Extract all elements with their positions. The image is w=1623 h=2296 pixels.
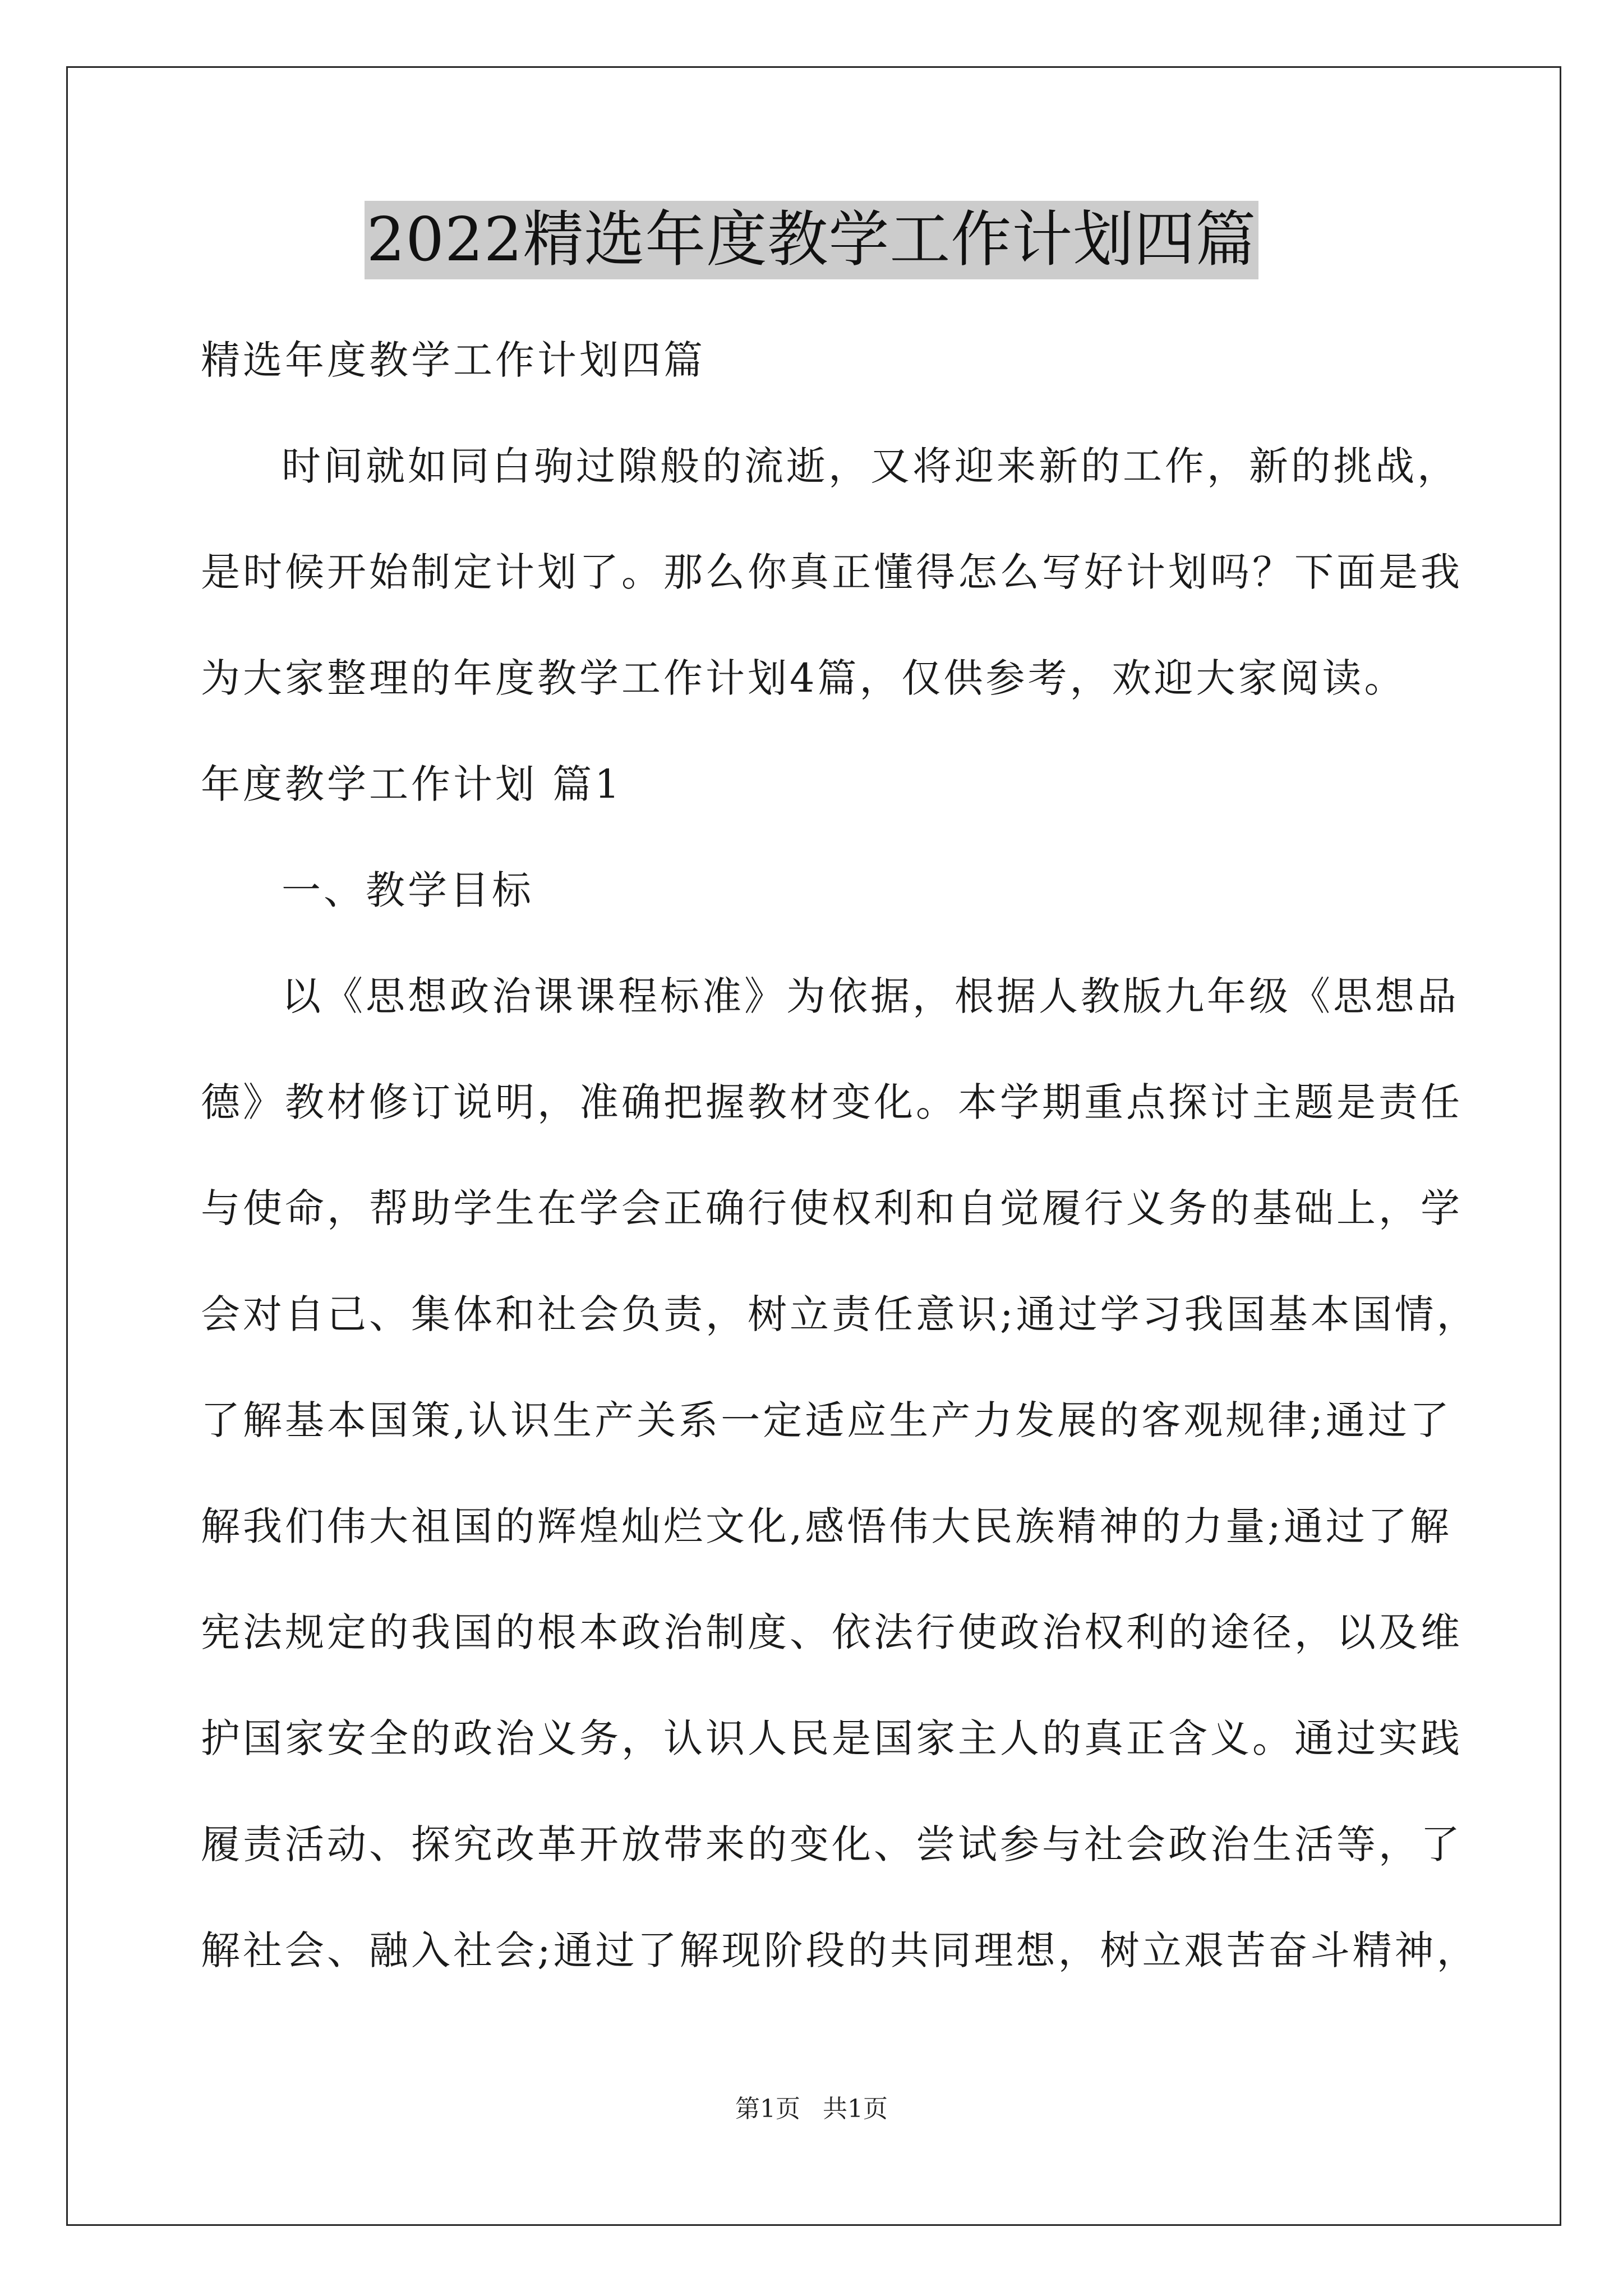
text-line: 解我们伟大祖国的辉煌灿烂文化,感悟伟大民族精神的力量;通过了解 <box>201 1503 1452 1549</box>
text-line: 为大家整理的年度教学工作计划4篇，仅供参考，欢迎大家阅读。 <box>201 655 1407 701</box>
page-number: 第1页 <box>735 2095 800 2123</box>
text-line: 护国家安全的政治义务，认识人民是国家主人的真正含义。通过实践 <box>201 1715 1463 1761</box>
text-line: 会对自己、集体和社会负责，树立责任意识;通过学习我国基本国情， <box>201 1291 1479 1337</box>
text-line: 精选年度教学工作计划四篇 <box>201 337 706 383</box>
document-title: 2022精选年度教学工作计划四篇 <box>365 201 1259 279</box>
text-line: 宪法规定的我国的根本政治制度、依法行使政治权利的途径，以及维 <box>201 1609 1463 1655</box>
text-line: 履责活动、探究改革开放带来的变化、尝试参与社会政治生活等，了 <box>201 1821 1463 1867</box>
title-container <box>0 201 1623 279</box>
text-line: 年度教学工作计划 篇1 <box>201 761 623 807</box>
text-line: 德》教材修订说明，准确把握教材变化。本学期重点探讨主题是责任 <box>201 1079 1463 1125</box>
page-total: 共1页 <box>823 2095 888 2123</box>
text-line: 一、教学目标 <box>282 867 534 913</box>
text-line: 以《思想政治课课程标准》为依据，根据人教版九年级《思想品 <box>282 973 1459 1019</box>
document-body <box>201 307 1479 2004</box>
text-line: 时间就如同白驹过隙般的流逝，又将迎来新的工作，新的挑战， <box>282 443 1459 489</box>
text-line: 与使命，帮助学生在学会正确行使权利和自觉履行义务的基础上，学 <box>201 1185 1463 1231</box>
text-line: 解社会、融入社会;通过了解现阶段的共同理想，树立艰苦奋斗精神， <box>201 1927 1479 1973</box>
page-footer <box>0 2092 1623 2126</box>
text-line: 了解基本国策,认识生产关系一定适应生产力发展的客观规律;通过了 <box>201 1397 1452 1443</box>
text-line: 是时候开始制定计划了。那么你真正懂得怎么写好计划吗？下面是我 <box>201 549 1463 595</box>
